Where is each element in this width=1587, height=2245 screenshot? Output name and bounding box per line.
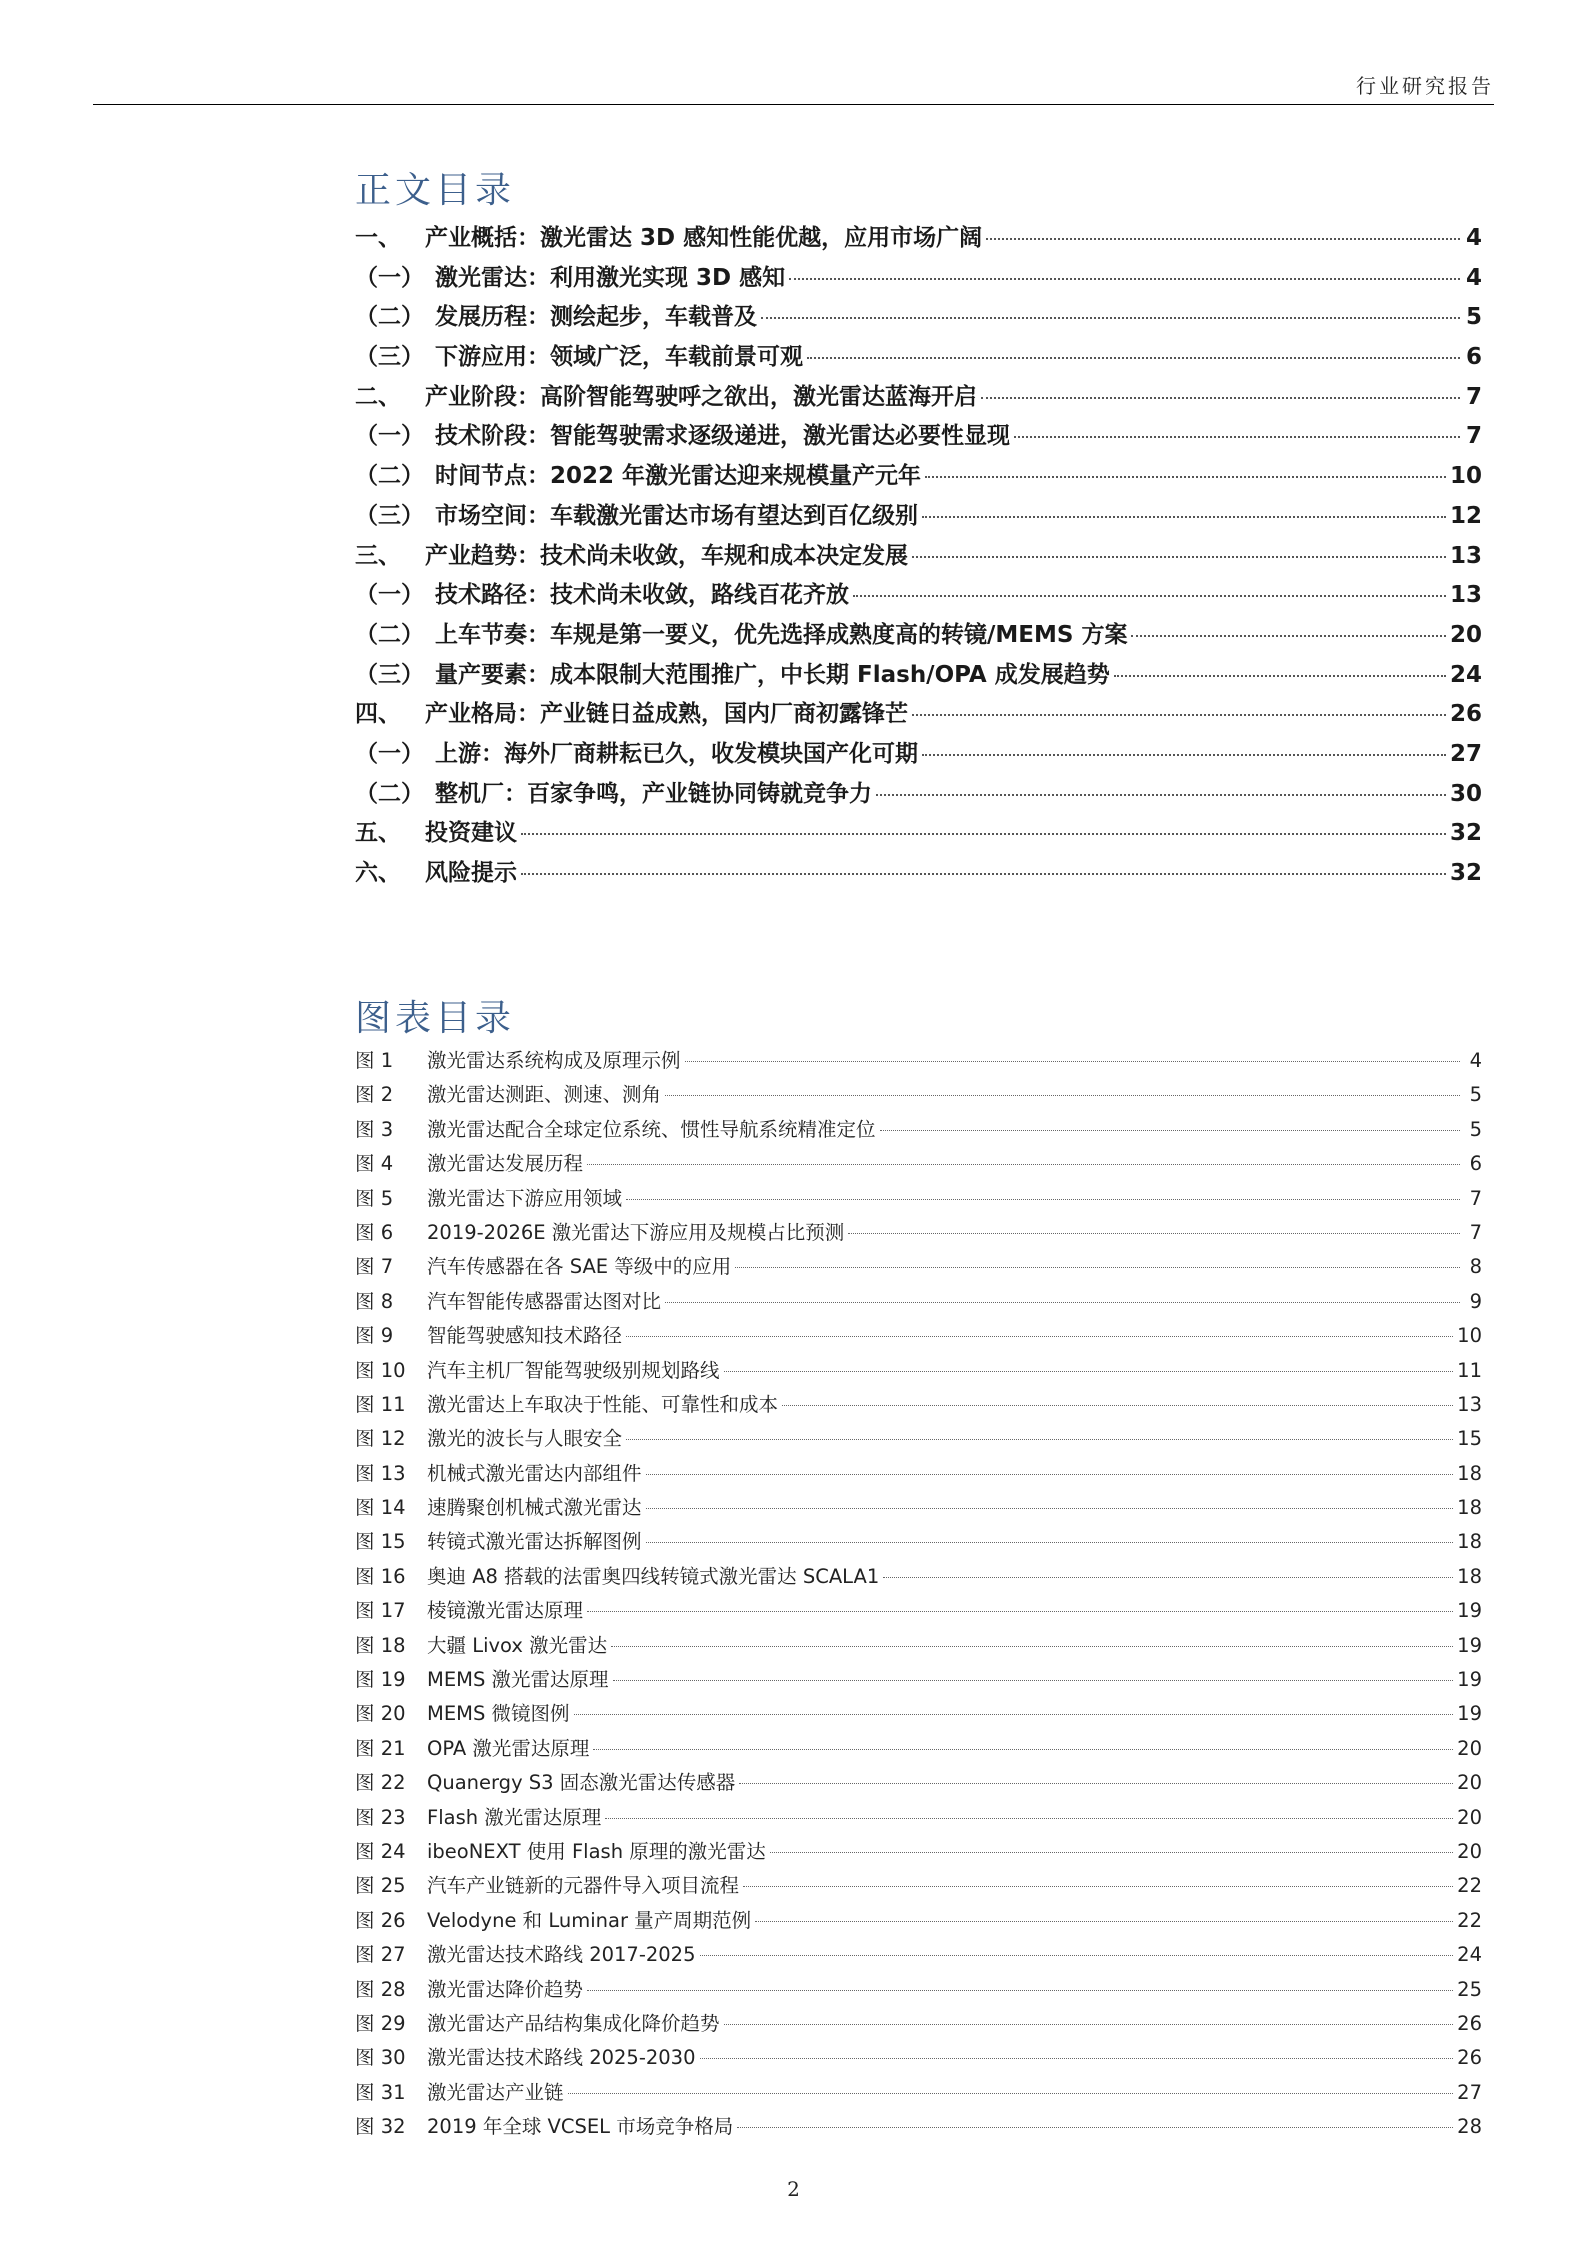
toc-dot-leader (876, 794, 1446, 796)
toc-dot-leader (593, 1749, 1453, 1750)
toc-entry-title: 速腾聚创机械式激光雷达 (427, 1496, 642, 1520)
toc-entry-title: 量产要素：成本限制大范围推广，中长期 Flash/OPA 成发展趋势 (435, 661, 1110, 688)
toc-entry-number: 三、 (355, 542, 401, 569)
toc-entry-page: 26 (1457, 2011, 1482, 2035)
toc-entry-title: 激光雷达上车取决于性能、可靠性和成本 (427, 1392, 779, 1416)
figure-toc-entry[interactable] (355, 1458, 1482, 1492)
toc-entry-title: 激光雷达测距、测速、测角 (427, 1083, 662, 1107)
toc-dot-leader (587, 1611, 1453, 1612)
toc-entry-number: 二、 (355, 383, 401, 410)
figure-toc-entry[interactable] (355, 1286, 1482, 1320)
toc-dot-leader (626, 1336, 1453, 1337)
figure-toc-entry[interactable] (355, 1148, 1482, 1182)
toc-entry-number: （三） (355, 344, 424, 371)
toc-entry-title: 激光的波长与人眼安全 (427, 1427, 623, 1451)
toc-entry-number: 五、 (355, 820, 401, 847)
toc-entry-page: 22 (1457, 1908, 1482, 1932)
toc-entry-number: 图 27 (355, 1943, 406, 1967)
toc-entry-number: 图 3 (355, 1117, 394, 1141)
toc-dot-leader (735, 1267, 1460, 1268)
toc-entry-title: 激光雷达发展历程 (427, 1152, 584, 1176)
report-type-label: 行业研究报告 (1356, 74, 1494, 98)
figure-toc-entry[interactable] (355, 1664, 1482, 1698)
toc-entry-title: 产业趋势：技术尚未收敛，车规和成本决定发展 (425, 542, 908, 569)
toc-entry-page: 13 (1449, 542, 1482, 569)
toc-entry-page: 20 (1449, 621, 1482, 648)
toc-entry-title: 时间节点：2022 年激光雷达迎来规模量产元年 (435, 463, 922, 490)
toc-dot-leader (626, 1199, 1460, 1200)
toc-entry-title: 技术路径：技术尚未收敛，路线百花齐放 (435, 582, 849, 609)
toc-entry-page: 11 (1457, 1358, 1482, 1382)
toc-entry-title: 汽车传感器在各 SAE 等级中的应用 (427, 1255, 732, 1279)
figure-toc-entry[interactable] (355, 1561, 1482, 1595)
toc-entry[interactable] (355, 854, 1482, 894)
toc-entry-page: 13 (1457, 1392, 1482, 1416)
toc-entry-page: 26 (1449, 701, 1482, 728)
toc-dot-leader (922, 516, 1446, 518)
toc-entry-title: 激光雷达下游应用领域 (427, 1186, 623, 1210)
toc-entry-page: 20 (1457, 1805, 1482, 1829)
figure-toc-entry[interactable] (355, 1320, 1482, 1354)
figure-toc-entry[interactable] (355, 1905, 1482, 1939)
toc-dot-leader (761, 317, 1460, 319)
toc-dot-leader (626, 1439, 1453, 1440)
toc-entry-number: 图 19 (355, 1668, 406, 1692)
toc-entry-page: 18 (1457, 1564, 1482, 1588)
toc-entry[interactable] (355, 298, 1482, 338)
toc-entry-title: Quanergy S3 固态激光雷达传感器 (427, 1771, 736, 1795)
figure-toc-entry[interactable] (355, 2008, 1482, 2042)
toc-entry-page: 25 (1457, 1977, 1482, 2001)
toc-entry-number: 图 11 (355, 1392, 406, 1416)
toc-dot-leader (880, 1130, 1460, 1131)
toc-entry-page: 19 (1457, 1668, 1482, 1692)
toc-dot-leader (587, 1164, 1460, 1165)
toc-dot-leader (853, 595, 1446, 597)
toc-entry-number: 图 18 (355, 1633, 406, 1657)
toc-entry[interactable] (355, 775, 1482, 815)
toc-dot-leader (613, 1680, 1454, 1681)
toc-entry-title: 棱镜激光雷达原理 (427, 1599, 584, 1623)
toc-dot-leader (646, 1474, 1454, 1475)
toc-entry-page: 9 (1469, 1289, 1482, 1313)
toc-dot-leader (724, 2024, 1454, 2025)
toc-entry-number: 图 7 (355, 1255, 394, 1279)
toc-entry-number: （三） (355, 502, 424, 529)
toc-entry-title: ibeoNEXT 使用 Flash 原理的激光雷达 (427, 1839, 766, 1863)
toc-entry-page: 5 (1465, 304, 1482, 331)
toc-entry-page: 8 (1469, 1255, 1482, 1279)
toc-entry-number: （一） (355, 582, 424, 609)
toc-entry-number: 图 4 (355, 1152, 394, 1176)
toc-entry-number: 图 20 (355, 1702, 406, 1726)
main-toc-list (355, 219, 1482, 894)
toc-entry-page: 27 (1449, 740, 1482, 767)
toc-entry-number: 图 17 (355, 1599, 406, 1623)
toc-entry-page: 6 (1465, 344, 1482, 371)
toc-entry-title: 投资建议 (425, 820, 517, 847)
figure-toc-entry[interactable] (355, 1183, 1482, 1217)
toc-entry[interactable] (355, 735, 1482, 775)
toc-dot-leader (789, 278, 1460, 280)
toc-entry-title: MEMS 激光雷达原理 (427, 1668, 609, 1692)
toc-entry-number: 图 24 (355, 1839, 406, 1863)
toc-entry[interactable] (355, 219, 1482, 259)
toc-entry-page: 28 (1457, 2115, 1482, 2139)
figure-toc-entry[interactable] (355, 1802, 1482, 1836)
toc-entry-page: 6 (1469, 1152, 1482, 1176)
figure-toc-entry[interactable] (355, 1251, 1482, 1285)
figure-toc-entry[interactable] (355, 1423, 1482, 1457)
toc-entry-number: 图 8 (355, 1289, 394, 1313)
toc-dot-leader (807, 357, 1460, 359)
figure-toc-entry[interactable] (355, 1974, 1482, 2008)
toc-entry-number: 图 32 (355, 2115, 406, 2139)
toc-entry-number: 图 25 (355, 1874, 406, 1898)
toc-entry-page: 26 (1457, 2046, 1482, 2070)
toc-entry-title: 转镜式激光雷达拆解图例 (427, 1530, 642, 1554)
toc-entry[interactable] (355, 417, 1482, 457)
toc-entry-page: 10 (1457, 1324, 1482, 1348)
toc-entry-title: 激光雷达产品结构集成化降价趋势 (427, 2011, 720, 2035)
toc-entry[interactable] (355, 616, 1482, 656)
toc-dot-leader (737, 2127, 1453, 2128)
toc-dot-leader (739, 1783, 1453, 1784)
toc-dot-leader (521, 873, 1446, 875)
toc-dot-leader (685, 1061, 1460, 1062)
toc-entry-page: 5 (1469, 1083, 1482, 1107)
toc-entry-title: 上车节奏：车规是第一要义，优先选择成熟度高的转镜/MEMS 方案 (435, 621, 1128, 648)
toc-entry-page: 18 (1457, 1496, 1482, 1520)
toc-entry-number: 图 5 (355, 1186, 394, 1210)
page-number: 2 (787, 2177, 800, 2201)
toc-entry-page: 24 (1457, 1943, 1482, 1967)
figure-toc-entry[interactable] (355, 1630, 1482, 1664)
toc-entry-page: 4 (1469, 1049, 1482, 1072)
toc-entry-title: 产业格局：产业链日益成熟，国内厂商初露锋芒 (425, 701, 908, 728)
toc-dot-leader (574, 1714, 1454, 1715)
toc-entry[interactable] (355, 378, 1482, 418)
toc-entry-number: 一、 (355, 225, 401, 251)
toc-entry-title: 发展历程：测绘起步，车载普及 (435, 304, 757, 331)
toc-dot-leader (922, 754, 1446, 756)
toc-entry-title: 大疆 Livox 激光雷达 (427, 1633, 608, 1657)
toc-entry[interactable] (355, 338, 1482, 378)
toc-entry-title: 整机厂：百家争鸣，产业链协同铸就竞争力 (435, 780, 872, 807)
figure-toc-entry[interactable] (355, 1595, 1482, 1629)
figure-toc-entry[interactable] (355, 2042, 1482, 2076)
toc-dot-leader (755, 1921, 1453, 1922)
toc-entry-number: 图 12 (355, 1427, 406, 1451)
figure-toc-entry[interactable] (355, 2077, 1482, 2111)
toc-dot-leader (912, 556, 1446, 558)
toc-entry-number: 图 29 (355, 2011, 406, 2035)
toc-entry-title: 上游：海外厂商耕耘已久，收发模块国产化可期 (435, 740, 918, 767)
toc-entry-number: 图 30 (355, 2046, 406, 2070)
toc-entry-number: （三） (355, 661, 424, 688)
toc-entry-page: 7 (1469, 1220, 1482, 1244)
toc-entry-title: Flash 激光雷达原理 (427, 1805, 602, 1829)
toc-entry-page: 19 (1457, 1599, 1482, 1623)
toc-dot-leader (743, 1886, 1453, 1887)
toc-entry[interactable] (355, 537, 1482, 577)
toc-entry-title: 激光雷达：利用激光实现 3D 感知 (435, 264, 786, 291)
toc-entry-title: 市场空间：车载激光雷达市场有望达到百亿级别 (435, 502, 918, 529)
toc-entry-title: 汽车产业链新的元器件导入项目流程 (427, 1874, 740, 1898)
figure-toc-entry[interactable] (355, 1355, 1482, 1389)
toc-entry-page: 22 (1457, 1874, 1482, 1898)
toc-entry-page: 27 (1457, 2080, 1482, 2104)
toc-entry-number: 六、 (355, 860, 401, 886)
toc-entry-page: 10 (1449, 463, 1482, 490)
toc-entry-number: 图 31 (355, 2080, 406, 2104)
toc-dot-leader (700, 1955, 1454, 1956)
figure-toc-entry[interactable] (355, 1870, 1482, 1904)
toc-entry-title: 2019 年全球 VCSEL 市场竞争格局 (427, 2115, 734, 2139)
toc-entry-title: MEMS 微镜图例 (427, 1702, 570, 1726)
figure-toc-entry[interactable] (355, 1526, 1482, 1560)
toc-entry-title: 激光雷达配合全球定位系统、惯性导航系统精准定位 (427, 1117, 876, 1141)
toc-dot-leader (724, 1371, 1454, 1372)
toc-entry-number: 图 22 (355, 1771, 406, 1795)
toc-dot-leader (665, 1302, 1460, 1303)
figure-toc-entry[interactable] (355, 1698, 1482, 1732)
toc-entry[interactable] (355, 695, 1482, 735)
toc-entry-page: 7 (1465, 383, 1482, 410)
toc-entry-number: （二） (355, 463, 424, 490)
main-toc-title: 正文目录 (355, 170, 516, 211)
toc-entry-number: 图 13 (355, 1461, 406, 1485)
toc-entry-number: 图 2 (355, 1083, 394, 1107)
toc-entry-page: 30 (1449, 780, 1482, 807)
figure-toc-entry[interactable] (355, 1045, 1482, 1079)
toc-entry-title: 奥迪 A8 搭载的法雷奥四线转镜式激光雷达 SCALA1 (427, 1564, 880, 1588)
toc-entry-page: 32 (1449, 860, 1482, 886)
toc-entry-page: 7 (1469, 1186, 1482, 1210)
toc-dot-leader (1014, 436, 1460, 438)
toc-dot-leader (611, 1646, 1453, 1647)
toc-entry-title: 激光雷达技术路线 2017-2025 (427, 1943, 696, 1967)
toc-entry-title: 2019-2026E 激光雷达下游应用及规模占比预测 (427, 1220, 845, 1244)
toc-entry-number: 图 26 (355, 1908, 406, 1932)
toc-entry-number: 图 21 (355, 1736, 406, 1760)
toc-dot-leader (521, 833, 1446, 835)
toc-entry-number: 图 16 (355, 1564, 406, 1588)
toc-entry-number: 图 10 (355, 1358, 406, 1382)
toc-entry-page: 19 (1457, 1633, 1482, 1657)
toc-entry-page: 24 (1449, 661, 1482, 688)
toc-entry-page: 32 (1449, 820, 1482, 847)
toc-entry-page: 5 (1469, 1117, 1482, 1141)
toc-entry-page: 4 (1465, 264, 1482, 291)
toc-entry-title: 汽车智能传感器雷达图对比 (427, 1289, 662, 1313)
toc-entry-title: 激光雷达产业链 (427, 2080, 564, 2104)
figure-toc-entry[interactable] (355, 1217, 1482, 1251)
toc-entry-number: （二） (355, 304, 424, 331)
toc-entry-number: （二） (355, 621, 424, 648)
toc-entry-title: 智能驾驶感知技术路径 (427, 1324, 623, 1348)
toc-entry-title: OPA 激光雷达原理 (427, 1736, 590, 1760)
toc-entry-number: 图 1 (355, 1049, 394, 1072)
toc-dot-leader (925, 476, 1446, 478)
toc-entry-title: 机械式激光雷达内部组件 (427, 1461, 642, 1485)
figure-toc-entry[interactable] (355, 1767, 1482, 1801)
toc-dot-leader (700, 2058, 1454, 2059)
toc-dot-leader (665, 1095, 1460, 1096)
toc-entry-page: 18 (1457, 1461, 1482, 1485)
toc-dot-leader (986, 238, 1460, 240)
toc-entry-page: 15 (1457, 1427, 1482, 1451)
toc-entry-number: 四、 (355, 701, 401, 728)
toc-entry-page: 19 (1457, 1702, 1482, 1726)
toc-entry-title: 汽车主机厂智能驾驶级别规划路线 (427, 1358, 720, 1382)
toc-dot-leader (912, 714, 1446, 716)
toc-dot-leader (981, 397, 1460, 399)
toc-entry-page: 4 (1465, 225, 1482, 251)
toc-entry-title: 激光雷达技术路线 2025-2030 (427, 2046, 696, 2070)
toc-entry-number: （二） (355, 780, 424, 807)
toc-dot-leader (568, 2093, 1454, 2094)
toc-dot-leader (848, 1233, 1460, 1234)
toc-dot-leader (587, 1990, 1453, 1991)
toc-entry-number: 图 6 (355, 1220, 394, 1244)
figure-toc-entry[interactable] (355, 1389, 1482, 1423)
toc-entry-page: 12 (1449, 502, 1482, 529)
toc-entry-title: 产业概括：激光雷达 3D 感知性能优越，应用市场广阔 (425, 225, 983, 251)
toc-dot-leader (770, 1852, 1453, 1853)
toc-entry[interactable] (355, 814, 1482, 854)
toc-entry[interactable] (355, 656, 1482, 696)
toc-entry-title: 技术阶段：智能驾驶需求逐级递进，激光雷达必要性显现 (435, 423, 1010, 450)
figure-toc-title: 图表目录 (355, 998, 516, 1039)
toc-entry-title: 激光雷达降价趋势 (427, 1977, 584, 2001)
figure-toc-entry[interactable] (355, 1079, 1482, 1113)
toc-entry-title: Velodyne 和 Luminar 量产周期范例 (427, 1908, 752, 1932)
toc-entry-title: 激光雷达系统构成及原理示例 (427, 1049, 681, 1072)
figure-toc-entry[interactable] (355, 2111, 1482, 2145)
toc-entry-title: 产业阶段：高阶智能驾驶呼之欲出，激光雷达蓝海开启 (425, 383, 977, 410)
toc-dot-leader (883, 1577, 1453, 1578)
toc-dot-leader (782, 1405, 1453, 1406)
toc-entry-number: （一） (355, 423, 424, 450)
toc-entry-number: 图 9 (355, 1324, 394, 1348)
toc-entry-number: 图 23 (355, 1805, 406, 1829)
toc-entry-page: 18 (1457, 1530, 1482, 1554)
toc-entry[interactable] (355, 497, 1482, 537)
figure-toc-entry[interactable] (355, 1939, 1482, 1973)
header-rule (93, 104, 1494, 105)
figure-toc-entry[interactable] (355, 1114, 1482, 1148)
toc-entry-title: 风险提示 (425, 860, 517, 886)
toc-dot-leader (646, 1508, 1454, 1509)
toc-dot-leader (605, 1818, 1453, 1819)
toc-entry-page: 20 (1457, 1736, 1482, 1760)
toc-entry-page: 13 (1449, 582, 1482, 609)
toc-entry-number: 图 14 (355, 1496, 406, 1520)
toc-entry-number: （一） (355, 740, 424, 767)
toc-entry-page: 20 (1457, 1839, 1482, 1863)
toc-entry-page: 7 (1465, 423, 1482, 450)
toc-entry-title: 下游应用：领域广泛，车载前景可观 (435, 344, 803, 371)
toc-entry-number: 图 28 (355, 1977, 406, 2001)
toc-dot-leader (1131, 635, 1446, 637)
toc-dot-leader (1114, 675, 1446, 677)
toc-entry-number: （一） (355, 264, 424, 291)
toc-entry[interactable] (355, 259, 1482, 299)
figure-toc-entry[interactable] (355, 1492, 1482, 1526)
figure-toc-entry[interactable] (355, 1836, 1482, 1870)
figure-toc-entry[interactable] (355, 1733, 1482, 1767)
figure-toc-list (355, 1045, 1482, 2146)
toc-entry-page: 20 (1457, 1771, 1482, 1795)
toc-entry[interactable] (355, 457, 1482, 497)
toc-dot-leader (646, 1542, 1454, 1543)
toc-entry[interactable] (355, 576, 1482, 616)
toc-entry-number: 图 15 (355, 1530, 406, 1554)
